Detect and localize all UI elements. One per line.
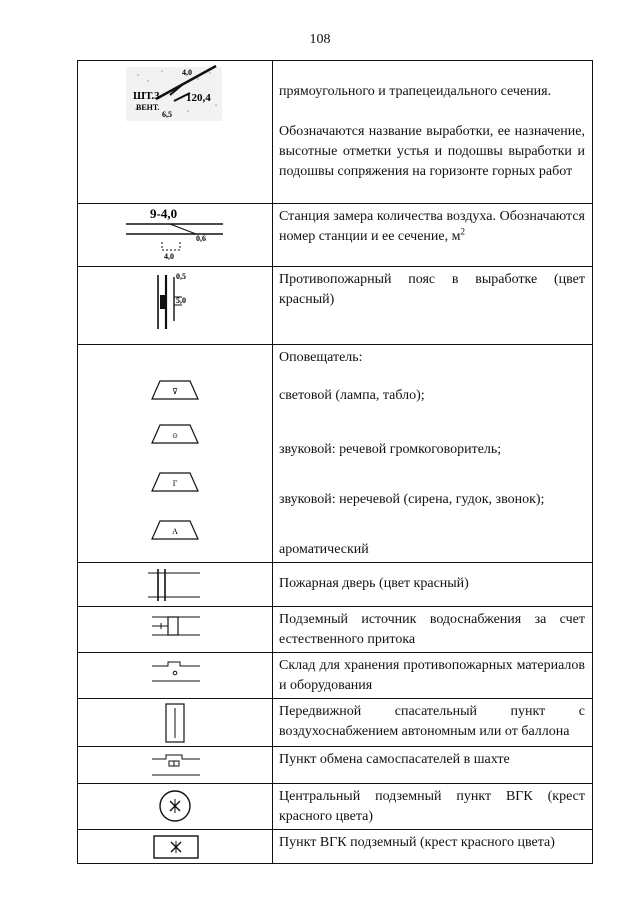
symbol-cell <box>78 830 273 864</box>
symbol-cell <box>78 204 273 267</box>
symbol-label: ШТ.3 <box>133 90 160 102</box>
table-row <box>78 784 593 830</box>
table-row <box>78 345 593 563</box>
alarm-item-text: световой (лампа, табло); <box>279 388 425 403</box>
alarm-title: Оповещатель: <box>279 350 363 365</box>
svg-text:⊙: ⊙ <box>172 432 178 440</box>
description-cell <box>273 830 593 864</box>
description-text: Пункт обмена самоспасателей в шахте <box>279 752 510 767</box>
symbol-label: ВЕНТ. <box>136 103 160 112</box>
symbol-label: 4,0 <box>164 252 174 261</box>
table-row <box>78 563 593 607</box>
table-row <box>78 653 593 699</box>
table-row <box>78 747 593 784</box>
description-cell <box>273 653 593 699</box>
alarm-aroma-icon <box>152 521 198 539</box>
symbol-cell <box>78 747 273 784</box>
symbol-label: 4,0 <box>182 68 192 77</box>
symbol-label: 5,0 <box>176 296 186 305</box>
symbol-cell <box>78 653 273 699</box>
mine-working-section-icon <box>78 61 272 204</box>
symbol-label: 6,5 <box>162 110 172 119</box>
description-cell <box>273 563 593 607</box>
symbol-cell <box>78 345 273 563</box>
self-rescuer-exchange-icon <box>78 747 272 784</box>
table-row <box>78 267 593 345</box>
description-text: Обозначаются название выработки, ее назначение, высотные отметки устья и подошвы выработки и подошвы сопряжения на горизонте горных работ <box>279 124 585 179</box>
description-text: Передвижной спасательный пункт с воздухоснабжением автономным или от баллона <box>279 704 585 739</box>
svg-text:А: А <box>172 527 178 536</box>
description-cell <box>273 699 593 747</box>
alarm-sound-icon <box>152 473 198 491</box>
symbol-cell <box>78 61 273 204</box>
alarm-item-text: звуковой: неречевой (сирена, гудок, звонок); <box>279 492 545 507</box>
table-row <box>78 61 593 204</box>
table-row <box>78 830 593 864</box>
rescue-point-icon <box>78 699 272 747</box>
table-row <box>78 699 593 747</box>
alarm-item-text: ароматический <box>279 542 369 557</box>
page-number: 108 <box>309 32 331 47</box>
description-text: Подземный источник водоснабжения за счет естественного притока <box>279 612 585 647</box>
fire-door-icon <box>78 563 272 607</box>
fire-belt-icon <box>78 267 272 345</box>
description-cell <box>273 345 593 563</box>
description-text: Пожарная дверь (цвет красный) <box>279 576 469 591</box>
symbol-cell <box>78 607 273 653</box>
symbol-cell <box>78 563 273 607</box>
alarm-item-text: звуковой: речевой громкоговоритель; <box>279 442 502 457</box>
description-cell <box>273 747 593 784</box>
symbol-label: 9-4,0 <box>150 206 178 221</box>
description-cell <box>273 267 593 345</box>
table-row <box>78 607 593 653</box>
svg-text:Г: Г <box>172 479 178 488</box>
symbol-label: 0,6 <box>196 234 206 243</box>
central-vgk-icon <box>78 784 272 828</box>
description-cell <box>273 204 593 267</box>
symbol-label: 0,5 <box>176 272 186 281</box>
description-text: Пункт ВГК подземный (крест красного цвета) <box>279 835 555 850</box>
description-text: Склад для хранения противопожарных материалов и оборудования <box>279 658 585 693</box>
alarm-voice-icon <box>152 425 198 443</box>
description-text: Противопожарный пояс в выработке (цвет красный) <box>279 272 585 307</box>
symbol-cell <box>78 784 273 830</box>
air-station-icon <box>78 204 272 267</box>
superscript: 2 <box>460 226 465 237</box>
description-cell <box>273 61 593 204</box>
description-text: прямоугольного и трапецеидального сечения. <box>279 84 552 99</box>
symbol-cell <box>78 699 273 747</box>
alarm-symbols <box>78 345 272 553</box>
description-text: Станция замера количества воздуха. Обозначаются номер станции и ее сечение, м <box>279 209 585 244</box>
description-text: Центральный подземный пункт ВГК (крест красного цвета) <box>279 789 585 824</box>
alarm-light-icon <box>152 381 198 399</box>
description-cell <box>273 784 593 830</box>
symbol-cell <box>78 267 273 345</box>
description-cell <box>273 607 593 653</box>
fire-storage-icon <box>78 653 272 693</box>
vgk-point-icon <box>78 830 272 864</box>
symbol-label: 120,4 <box>186 92 211 104</box>
svg-text:⊽: ⊽ <box>172 387 178 396</box>
water-source-icon <box>78 607 272 646</box>
legend-table <box>77 60 593 864</box>
table-row <box>78 204 593 267</box>
